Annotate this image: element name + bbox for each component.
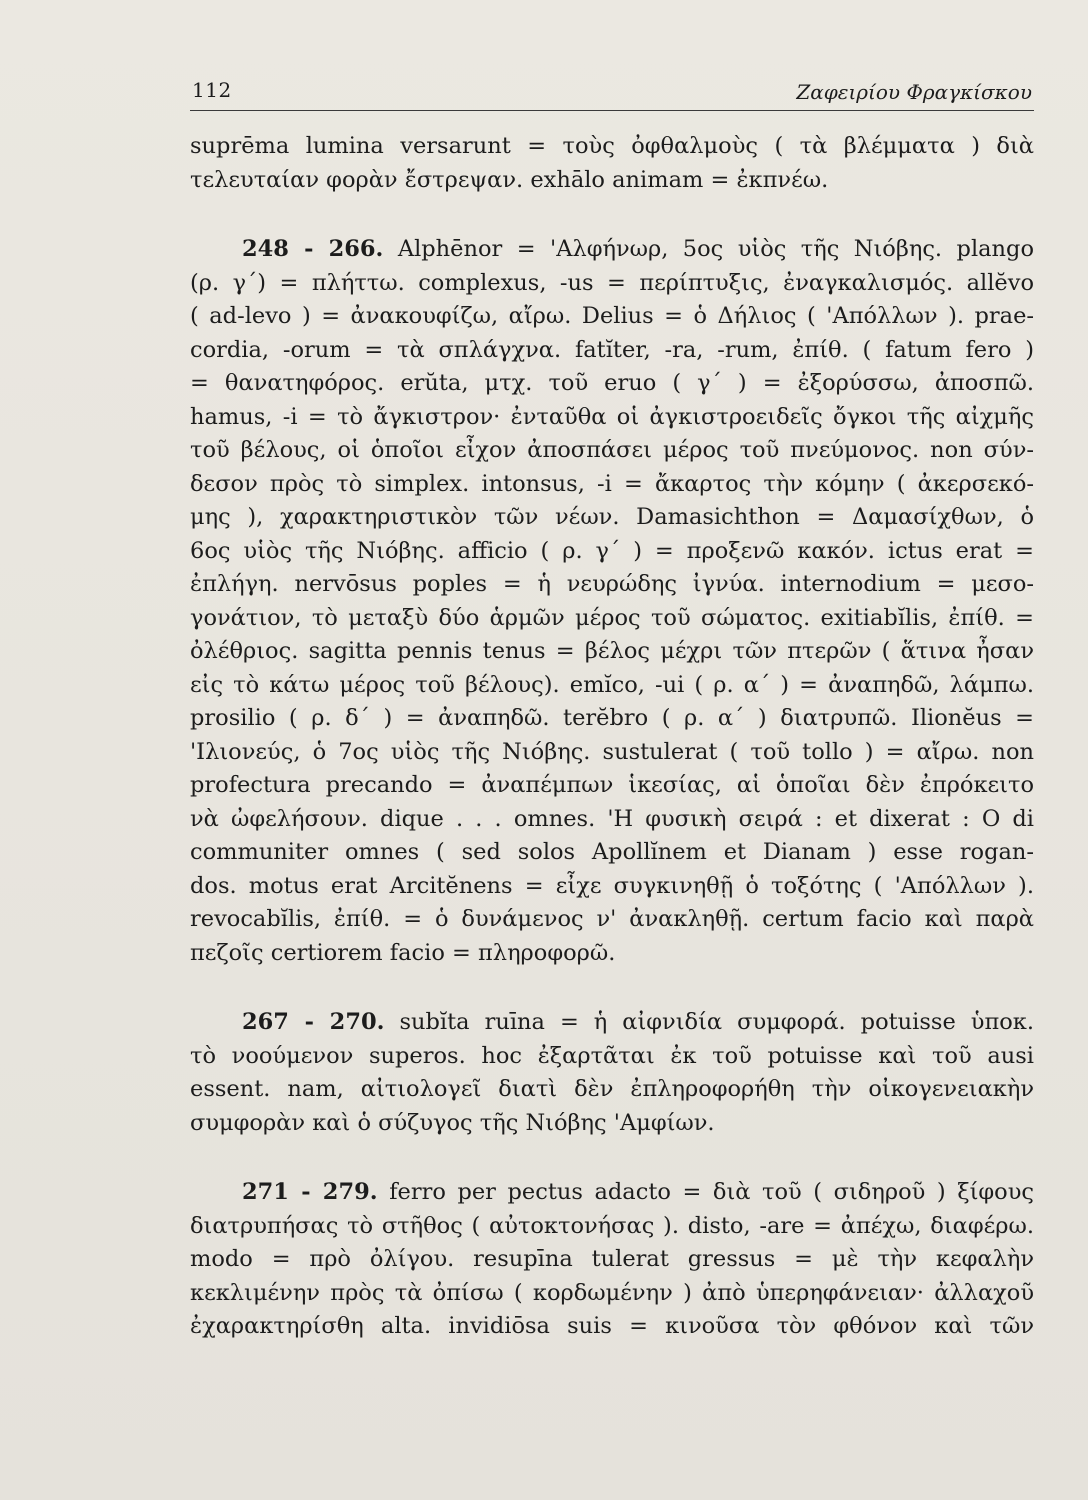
line-text: Alphēnor = 'Αλφήνωρ, 5ος υἱὸς τῆς Νιόβης. plango (383, 236, 1034, 262)
text-line: (ρ. γ΄) = πλήττω. complexus, -us = περίπτυξις, ἐναγκαλισμός. allĕvo (190, 269, 1034, 296)
text-line: revocabĭlis, ἐπίθ. = ὁ δυνάμενος ν' ἀνακληθῇ. certum facio καὶ παρὰ (190, 906, 1034, 932)
text-line: τὸ νοούμενον superos. hoc ἐξαρτᾶται ἐκ τοῦ potuisse καὶ τοῦ ausi (190, 1042, 1034, 1069)
body-text (190, 130, 1034, 1344)
text-line: νὰ ὠφελήσουν. dique . . . omnes. 'Η φυσικὴ σειρά : et dixerat : O di (190, 805, 1034, 832)
text-line: dos. motus erat Arcitĕnens = εἶχε συγκινηθῇ ὁ τοξότης ( 'Απόλλων ). (190, 872, 1034, 899)
text-line: cordia, -orum = τὰ σπλάγχνα. fatĭter, -ra, -rum, ἐπίθ. ( fatum fero ) (190, 336, 1034, 363)
paragraph-first-line (190, 1176, 1034, 1210)
text-line: τελευταίαν φορὰν ἔστρεψαν. exhālo animam = ἐκπνέω. (190, 166, 829, 193)
text-line: communiter omnes ( sed solos Apollĭnem et Dianam ) esse rogan- (190, 839, 1034, 865)
text-line: τοῦ βέλους, οἱ ὁποῖοι εἶχον ἀποσπάσει μέρος τοῦ πνεύμονος. non σύν- (190, 437, 1034, 463)
section-number: 267 - 270. (242, 1009, 385, 1035)
page-number: 112 (192, 78, 232, 102)
text-line: prosilio ( ρ. δ΄ ) = ἀναπηδῶ. terĕbro ( ρ. α΄ ) διατρυπῶ. Ilionĕus = (190, 705, 1034, 731)
paragraph-first-line (190, 1006, 1034, 1040)
page-header (190, 74, 1034, 111)
paragraph-gap (190, 197, 1034, 233)
text-line: ὀλέθριος. sagitta pennis tenus = βέλος μέχρι τῶν πτερῶν ( ἅτινα ἦσαν (190, 638, 1034, 664)
text-line: 'Ιλιονεύς, ὁ 7ος υἱὸς τῆς Νιόβης. sustulerat ( τοῦ tollo ) = αἴρω. non (190, 738, 1034, 765)
running-head: Ζαφειρίου Φραγκίσκου (796, 80, 1032, 104)
text-line: hamus, -i = τὸ ἄγκιστρον· ἐνταῦθα οἱ ἀγκιστροειδεῖς ὄγκοι τῆς αἰχμῆς (190, 403, 1034, 430)
text-line: συμφορὰν καὶ ὁ σύζυγος τῆς Νιόβης 'Αμφίων. (190, 1109, 715, 1136)
text-line: modo = πρὸ ὀλίγου. resupīna tulerat gressus = μὲ τὴν κεφαλὴν (190, 1246, 1034, 1272)
paragraph-gap (190, 1140, 1034, 1176)
text-line: δεσον πρὸς τὸ simplex. intonsus, -i = ἄκαρτος τὴν κόμην ( ἀκερσεκό- (190, 470, 1034, 497)
text-line: 6ος υἱὸς τῆς Νιόβης. afficio ( ρ. γ΄ ) = προξενῶ κακόν. ictus erat = (190, 537, 1034, 564)
text-line: profectura precando = ἀναπέμπων ἱκεσίας, αἱ ὁποῖαι δὲν ἐπρόκειτο (190, 772, 1034, 798)
text-line: ( ad-levo ) = ἀνακουφίζω, αἴρω. Delius = ὁ Δήλιος ( 'Απόλλων ). prae- (190, 303, 1034, 329)
text-line: suprēma lumina versarunt = τοὺς ὀφθαλμοὺς ( τὰ βλέμματα ) διὰ (190, 133, 1034, 159)
text-line: πεζοῖς certiorem facio = πληροφορῶ. (190, 939, 616, 966)
text-line: εἰς τὸ κάτω μέρος τοῦ βέλους). emĭco, -ui ( ρ. α΄ ) = ἀναπηδῶ, λάμπω. (190, 671, 1034, 698)
text-line: μης ), χαρακτηριστικὸν τῶν νέων. Damasichthon = Δαμασίχθων, ὁ (190, 504, 1034, 530)
line-text: ferro per pectus adacto = διὰ τοῦ ( σιδηροῦ ) ξίφους (377, 1179, 1034, 1205)
paragraph-first-line (190, 233, 1034, 267)
text-line: κεκλιμένην πρὸς τὰ ὀπίσω ( κορδωμένην ) ἀπὸ ὑπερηφάνειαν· ἀλλαχοῦ (190, 1279, 1034, 1306)
section-number: 271 - 279. (242, 1179, 378, 1205)
text-line: ἐχαρακτηρίσθη alta. invidiōsa suis = κινοῦσα τὸν φθόνον καὶ τῶν (190, 1313, 1034, 1339)
text-line: essent. nam, αἰτιολογεῖ διατὶ δὲν ἐπληροφορήθη τὴν οἰκογενειακὴν (190, 1076, 1034, 1102)
text-line: διατρυπήσας τὸ στῆθος ( αὐτοκτονήσας ). disto, -are = ἀπέχω, διαφέρω. (190, 1212, 1034, 1239)
paragraph-gap (190, 970, 1034, 1006)
section-number: 248 - 266. (242, 236, 384, 262)
text-line: = θανατηφόρος. erŭta, μτχ. τοῦ eruo ( γ΄ ) = ἐξορύσσω, ἀποσπῶ. (190, 370, 1034, 396)
text-line: ἐπλήγη. nervōsus poples = ἡ νευρώδης ἰγνύα. internodium = μεσο- (190, 571, 1034, 597)
line-text: subĭta ruīna = ἡ αἰφνιδία συμφορά. potuisse ὑποκ. (384, 1009, 1034, 1035)
text-line: γονάτιον, τὸ μεταξὺ δύο ἁρμῶν μέρος τοῦ σώματος. exitiabĭlis, ἐπίθ. = (190, 604, 1034, 631)
